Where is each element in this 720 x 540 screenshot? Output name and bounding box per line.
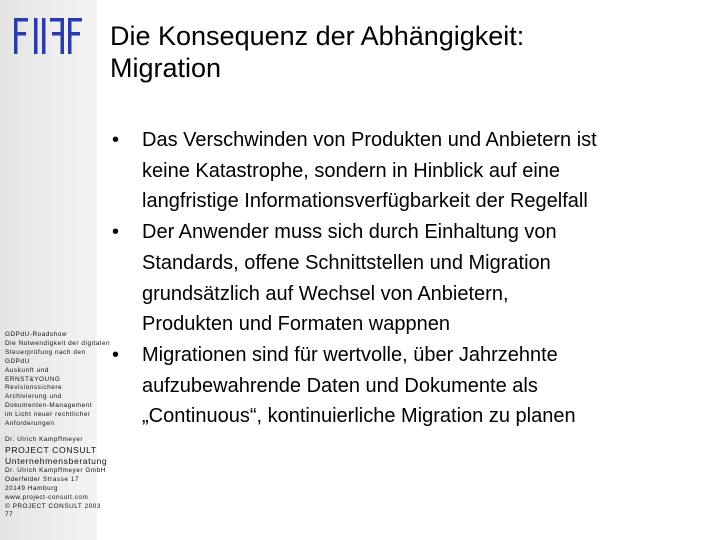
bullet-text-line: Das Verschwinden von Produkten und Anbietern ist: [142, 129, 597, 151]
bullet-text-line: aufzubewahrende Daten und Dokumente als: [142, 374, 538, 397]
roadshow-info: [5, 331, 111, 429]
roadshow-line: Archivierung und: [5, 393, 62, 401]
copyright-notice: © PROJECT CONSULT 2003: [5, 502, 102, 510]
page-number: 77: [5, 511, 14, 519]
bullet-text-line: langfristige Informationsverfügbarkeit der Regelfall: [142, 190, 588, 213]
bullet-icon: •: [112, 129, 120, 151]
roadshow-line: im Licht neuer rechtlicher: [5, 411, 91, 419]
bullet-icon: •: [112, 221, 120, 244]
author-name: Dr. Ulrich Kampffmeyer: [5, 436, 84, 443]
bullet-item: [112, 217, 712, 340]
bullet-text-line: keine Katastrophe, sondern in Hinblick auf eine: [142, 159, 561, 182]
roadshow-line: Die Notwendigkeit der digitalen: [5, 339, 111, 347]
bullet-text-line: Standards, offene Schnittstellen und Migration: [142, 251, 551, 274]
street-address: Oderfelder Strasse 17: [5, 475, 80, 483]
project-consult-logo-icon: [14, 18, 82, 54]
bullet-icon: •: [112, 343, 120, 366]
sidebar: [0, 0, 111, 540]
website-url: www.project-consult.com: [5, 493, 89, 501]
slide-title-line: Migration: [110, 53, 222, 83]
bullet-item: [112, 340, 712, 432]
bullet-item: [112, 125, 712, 217]
bullet-list: [112, 125, 712, 432]
city-address: 20149 Hamburg: [5, 484, 58, 492]
slide-title-line: Die Konsequenz der Abhängigkeit:: [110, 21, 525, 51]
roadshow-line: Anforderungen: [5, 420, 55, 428]
company-subtitle: Unternehmensberatung: [5, 455, 108, 466]
roadshow-line: ERNST&YOUNG: [5, 375, 61, 383]
bullet-text-line: Produkten und Formaten wappnen: [142, 313, 450, 336]
roadshow-line: Auskunft und: [5, 366, 49, 374]
company-name: PROJECT CONSULT: [5, 444, 97, 455]
contact-info: [5, 436, 108, 520]
company-legal-name: Dr. Ulrich Kampffmeyer GmbH: [5, 466, 107, 474]
bullet-text-line: Migrationen sind für wertvolle, über Jahrzehnte: [142, 343, 558, 366]
bullet-text-line: Der Anwender muss sich durch Einhaltung von: [142, 221, 557, 244]
bullet-text-line: grundsätzlich auf Wechsel von Anbietern,: [142, 282, 509, 305]
slide-title: [110, 20, 710, 84]
roadshow-line: GDPdU-Roadshow: [5, 331, 68, 338]
roadshow-line: GDPdU: [5, 357, 30, 365]
roadshow-line: Steuerprüfung nach den: [5, 348, 86, 356]
bullet-text-line: „Continuous“, kontinuierliche Migration zu planen: [142, 405, 576, 428]
roadshow-line: Revisionssichere: [5, 384, 63, 392]
roadshow-line: Dokumenten-Management: [5, 402, 93, 410]
